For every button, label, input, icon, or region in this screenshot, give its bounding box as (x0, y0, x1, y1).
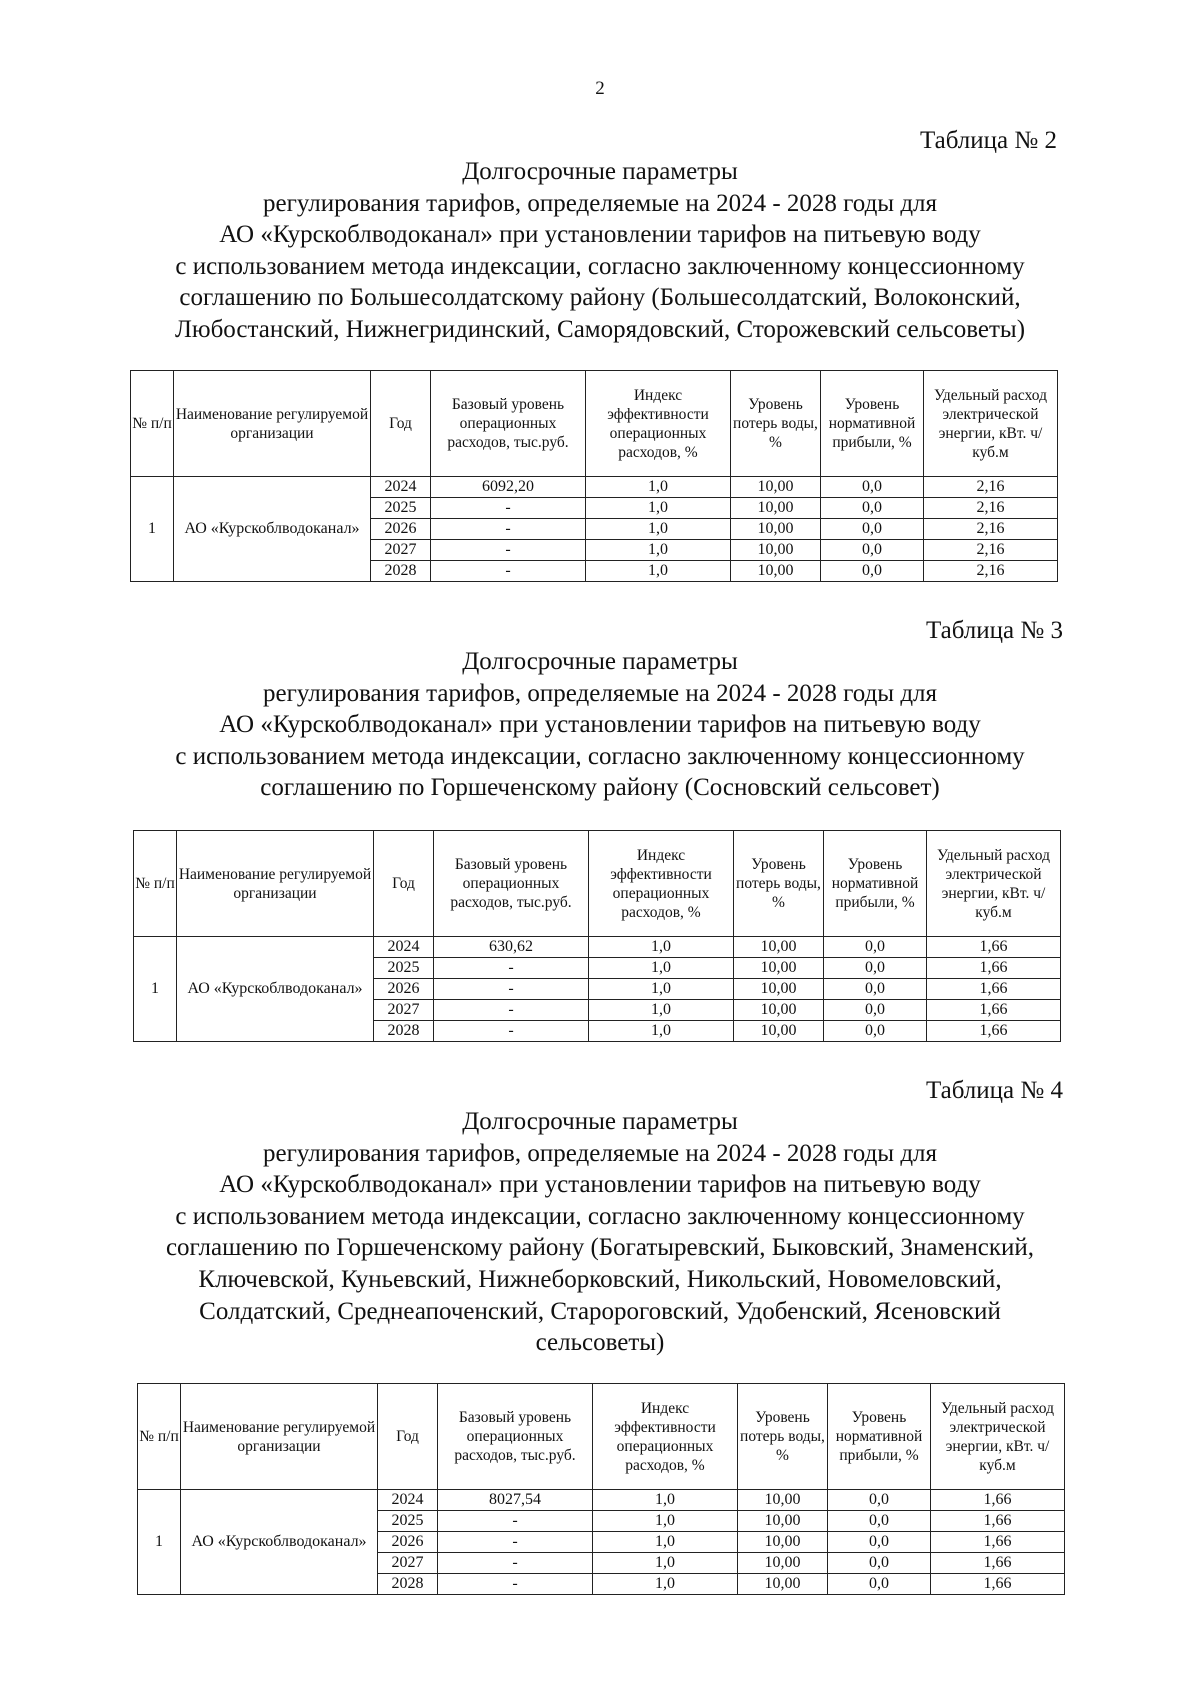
base-cell: - (434, 1021, 589, 1042)
profit-cell: 0,0 (824, 958, 927, 979)
year-cell: 2024 (378, 1490, 438, 1511)
header-base: Базовый уровень операционных расходов, тыс.руб. (431, 371, 586, 477)
losses-cell: 10,00 (738, 1532, 828, 1553)
index-cell: 1,0 (593, 1574, 738, 1595)
year-cell: 2025 (374, 958, 434, 979)
losses-cell: 10,00 (731, 540, 821, 561)
table-title: Долгосрочные параметры регулирования тарифов, определяемые на 2024 - 2028 годы для АО «Курскоблводоканал» при установлении тарифов на питьевую воду с использованием метода индексации, согласно заключенному концессионному соглашению по Горшеченскому району (Богатыревский, Быковский, Знаменский, Ключевской, Куньевский, Нижнеборковский, Никольский, Новомеловский, Солдатский, Среднеапоченский, Старороговский, Удобенский, Ясеновский сельсоветы) (165, 1108, 1035, 1357)
base-cell: 630,62 (434, 937, 589, 958)
losses-cell: 10,00 (731, 561, 821, 582)
header-org: Наименование регулируемой организации (174, 371, 371, 477)
year-cell: 2027 (374, 1000, 434, 1021)
year-cell: 2028 (378, 1574, 438, 1595)
header-index: Индекс эффективности операционных расходов, % (589, 831, 734, 937)
table-label: Таблица № 4 (925, 1077, 1063, 1104)
header-losses: Уровень потерь воды, % (731, 371, 821, 477)
row-number: 1 (131, 477, 174, 582)
profit-cell: 0,0 (821, 498, 924, 519)
losses-cell: 10,00 (734, 979, 824, 1000)
profit-cell: 0,0 (824, 1000, 927, 1021)
base-cell: - (434, 958, 589, 979)
base-cell: - (438, 1574, 593, 1595)
header-base: Базовый уровень операционных расходов, тыс.руб. (434, 831, 589, 937)
base-cell: - (434, 1000, 589, 1021)
table-row (134, 937, 1061, 958)
energy-cell: 2,16 (924, 519, 1058, 540)
energy-cell: 1,66 (931, 1511, 1065, 1532)
profit-cell: 0,0 (828, 1553, 931, 1574)
index-cell: 1,0 (589, 958, 734, 979)
index-cell: 1,0 (589, 1000, 734, 1021)
index-cell: 1,0 (589, 1021, 734, 1042)
header-org: Наименование регулируемой организации (177, 831, 374, 937)
index-cell: 1,0 (589, 979, 734, 1000)
base-cell: - (434, 979, 589, 1000)
losses-cell: 10,00 (738, 1553, 828, 1574)
profit-cell: 0,0 (821, 519, 924, 540)
energy-cell: 1,66 (931, 1574, 1065, 1595)
year-cell: 2025 (371, 498, 431, 519)
energy-cell: 2,16 (924, 561, 1058, 582)
base-cell: - (438, 1511, 593, 1532)
page-number: 2 (595, 78, 605, 99)
parameters-table (133, 830, 1061, 1042)
losses-cell: 10,00 (734, 958, 824, 979)
organization-name: АО «Курскоблводоканал» (181, 1490, 378, 1595)
profit-cell: 0,0 (821, 477, 924, 498)
organization-name: АО «Курскоблводоканал» (174, 477, 371, 582)
header-profit: Уровень нормативной прибыли, % (824, 831, 927, 937)
profit-cell: 0,0 (828, 1490, 931, 1511)
index-cell: 1,0 (593, 1490, 738, 1511)
header-year: Год (374, 831, 434, 937)
row-number: 1 (138, 1490, 181, 1595)
header-energy: Удельный расход электрической энергии, кВт. ч/куб.м (927, 831, 1061, 937)
index-cell: 1,0 (593, 1511, 738, 1532)
profit-cell: 0,0 (821, 540, 924, 561)
header-energy: Удельный расход электрической энергии, кВт. ч/куб.м (931, 1384, 1065, 1490)
header-index: Индекс эффективности операционных расходов, % (586, 371, 731, 477)
table-row (138, 1490, 1065, 1511)
profit-cell: 0,0 (828, 1574, 931, 1595)
year-cell: 2024 (371, 477, 431, 498)
energy-cell: 1,66 (931, 1532, 1065, 1553)
index-cell: 1,0 (586, 519, 731, 540)
profit-cell: 0,0 (824, 979, 927, 1000)
header-base: Базовый уровень операционных расходов, тыс.руб. (438, 1384, 593, 1490)
organization-name: АО «Курскоблводоканал» (177, 937, 374, 1042)
index-cell: 1,0 (586, 540, 731, 561)
index-cell: 1,0 (589, 937, 734, 958)
energy-cell: 1,66 (927, 958, 1061, 979)
energy-cell: 1,66 (931, 1553, 1065, 1574)
losses-cell: 10,00 (734, 1021, 824, 1042)
profit-cell: 0,0 (821, 561, 924, 582)
header-year: Год (371, 371, 431, 477)
losses-cell: 10,00 (734, 937, 824, 958)
year-cell: 2026 (374, 979, 434, 1000)
header-num: № п/п (138, 1384, 181, 1490)
base-cell: - (431, 540, 586, 561)
energy-cell: 1,66 (927, 979, 1061, 1000)
table-title: Долгосрочные параметры регулирования тарифов, определяемые на 2024 - 2028 годы для АО «Курскоблводоканал» при установлении тарифов на питьевую воду с использованием метода индексации, согласно заключенному концессионному соглашению по Большесолдатскому району (Большесолдатский, Волоконский, Любостанский, Нижнегридинский, Саморядовский, Сторожевский сельсоветы) (174, 158, 1026, 343)
index-cell: 1,0 (586, 498, 731, 519)
losses-cell: 10,00 (731, 477, 821, 498)
losses-cell: 10,00 (731, 498, 821, 519)
header-energy: Удельный расход электрической энергии, кВт. ч/куб.м (924, 371, 1058, 477)
energy-cell: 2,16 (924, 540, 1058, 561)
profit-cell: 0,0 (828, 1532, 931, 1553)
index-cell: 1,0 (586, 561, 731, 582)
base-cell: - (431, 519, 586, 540)
base-cell: - (431, 498, 586, 519)
index-cell: 1,0 (586, 477, 731, 498)
year-cell: 2028 (374, 1021, 434, 1042)
losses-cell: 10,00 (738, 1511, 828, 1532)
parameters-table (130, 370, 1058, 582)
year-cell: 2027 (371, 540, 431, 561)
header-profit: Уровень нормативной прибыли, % (821, 371, 924, 477)
base-cell: - (431, 561, 586, 582)
year-cell: 2024 (374, 937, 434, 958)
table-label: Таблица № 2 (919, 127, 1057, 154)
energy-cell: 2,16 (924, 477, 1058, 498)
year-cell: 2025 (378, 1511, 438, 1532)
header-losses: Уровень потерь воды, % (734, 831, 824, 937)
year-cell: 2028 (371, 561, 431, 582)
profit-cell: 0,0 (824, 937, 927, 958)
header-profit: Уровень нормативной прибыли, % (828, 1384, 931, 1490)
year-cell: 2026 (378, 1532, 438, 1553)
energy-cell: 1,66 (931, 1490, 1065, 1511)
profit-cell: 0,0 (824, 1021, 927, 1042)
base-cell: 6092,20 (431, 477, 586, 498)
table-row (131, 477, 1058, 498)
header-index: Индекс эффективности операционных расходов, % (593, 1384, 738, 1490)
header-year: Год (378, 1384, 438, 1490)
parameters-table (137, 1383, 1065, 1595)
index-cell: 1,0 (593, 1532, 738, 1553)
energy-cell: 2,16 (924, 498, 1058, 519)
energy-cell: 1,66 (927, 1000, 1061, 1021)
base-cell: - (438, 1553, 593, 1574)
losses-cell: 10,00 (731, 519, 821, 540)
table-title: Долгосрочные параметры регулирования тарифов, определяемые на 2024 - 2028 годы для АО «Курскоблводоканал» при установлении тарифов на питьевую воду с использованием метода индексации, согласно заключенному концессионному соглашению по Горшеченскому району (Сосновский сельсовет) (175, 648, 1025, 802)
header-num: № п/п (131, 371, 174, 477)
losses-cell: 10,00 (734, 1000, 824, 1021)
header-losses: Уровень потерь воды, % (738, 1384, 828, 1490)
header-org: Наименование регулируемой организации (181, 1384, 378, 1490)
energy-cell: 1,66 (927, 937, 1061, 958)
year-cell: 2026 (371, 519, 431, 540)
index-cell: 1,0 (593, 1553, 738, 1574)
profit-cell: 0,0 (828, 1511, 931, 1532)
header-num: № п/п (134, 831, 177, 937)
row-number: 1 (134, 937, 177, 1042)
energy-cell: 1,66 (927, 1021, 1061, 1042)
losses-cell: 10,00 (738, 1574, 828, 1595)
base-cell: - (438, 1532, 593, 1553)
year-cell: 2027 (378, 1553, 438, 1574)
base-cell: 8027,54 (438, 1490, 593, 1511)
losses-cell: 10,00 (738, 1490, 828, 1511)
table-label: Таблица № 3 (925, 617, 1063, 644)
